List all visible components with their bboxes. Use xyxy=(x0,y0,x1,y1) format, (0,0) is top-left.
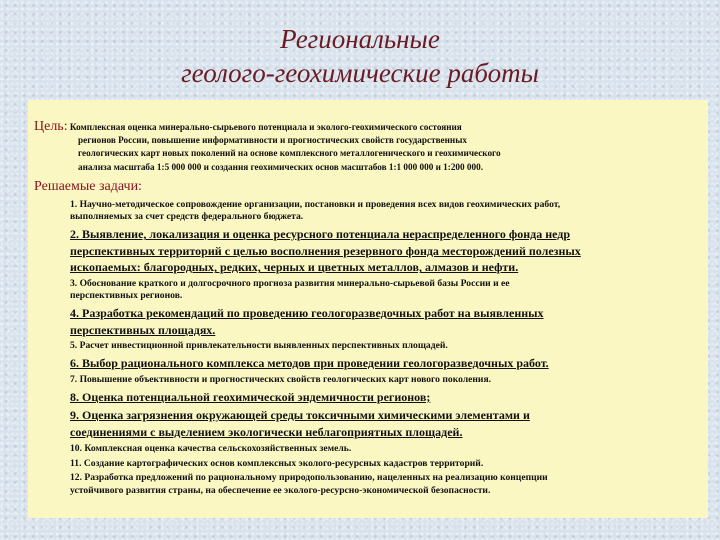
task-12-line-2: устойчивого развития страны, на обеспечение ее эколого-ресурсно-экономической безопасности. xyxy=(70,484,491,496)
task-1-line-2: выполняемых за счет средств федерального бюджета. xyxy=(70,211,304,223)
task-item-7 xyxy=(34,374,702,386)
task-item-1 xyxy=(34,199,702,224)
task-item-11 xyxy=(34,458,702,470)
task-item-8 xyxy=(34,389,702,406)
task-item-6 xyxy=(34,355,702,372)
goal-label: Цель: xyxy=(34,119,68,134)
task-item-12 xyxy=(34,472,702,497)
task-2-line-3: ископаемых: благородных, редких, черных и цветных металлов, алмазов и нефти. xyxy=(70,260,519,275)
goal-first-line xyxy=(34,120,702,134)
task-11-line-1: 11. Создание картографических основ комплексных эколого-ресурсных кадастров территорий. xyxy=(70,457,484,469)
task-3-line-1: 3. Обоснование краткого и долгосрочного прогноза развития минерально-сырьевой базы России и ее xyxy=(70,277,510,289)
task-item-5 xyxy=(34,340,702,352)
goal-text-line-1: Комплексная оценка минерально-сырьевого потенциала и эколого-геохимического состояния xyxy=(69,122,462,132)
tasks-list xyxy=(34,199,702,497)
title-line-1: Региональные xyxy=(280,24,440,54)
task-9-line-1: 9. Оценка загрязнения окружающей среды токсичными химическими элементами и xyxy=(70,408,530,423)
tasks-label: Решаемые задачи: xyxy=(34,178,142,194)
task-8-line-1: 8. Оценка потенциальной геохимической эндемичности регионов; xyxy=(70,389,431,404)
goal-block xyxy=(34,120,702,174)
task-9-line-2: соединениями с выделением экологически неблагоприятных площадей. xyxy=(70,425,463,439)
task-7-line-1: 7. Повышение объективности и прогностических свойств геологических карт нового поколения. xyxy=(70,373,492,385)
slide-title xyxy=(0,22,720,90)
task-item-9 xyxy=(34,407,702,440)
task-3-line-2: перспективных регионов. xyxy=(70,290,183,302)
task-2-line-2: перспективных территорий с целью восполнения резервного фонда месторождений полезных xyxy=(70,243,581,258)
task-2-line-1: 2. Выявление, локализация и оценка ресурсного потенциала нераспределенного фонда недр xyxy=(70,227,571,242)
task-4-line-1: 4. Разработка рекомендаций по проведению геологоразведочных работ на выявленных xyxy=(70,306,544,321)
goal-text-line-2: регионов России, повышение информативности и прогностических свойств государственных xyxy=(78,135,467,146)
content-panel xyxy=(28,100,708,518)
task-item-4 xyxy=(34,305,702,338)
task-10-line-1: 10. Комплексная оценка качества сельскохозяйственных земель. xyxy=(70,442,352,454)
task-5-line-1: 5. Расчет инвестиционной привлекательности выявленных перспективных площадей. xyxy=(70,340,448,352)
goal-text-line-4: анализа масштаба 1:5 000 000 и создания геохимических основ масштабов 1:1 000 000 и 1:200 000. xyxy=(78,161,483,172)
task-item-2 xyxy=(34,226,702,276)
task-1-line-1: 1. Научно-методическое сопровождение организации, постановки и проведения всех видов геохимических работ, xyxy=(70,198,561,210)
goal-text-line-3: геологических карт новых поколений на основе комплексного металлогенического и геохимического xyxy=(78,148,501,159)
task-6-line-1: 6. Выбор рационального комплекса методов при проведении геологоразведочных работ. xyxy=(70,356,549,371)
title-line-2: геолого-геохимические работы xyxy=(181,58,539,88)
task-4-line-2: перспективных площадях. xyxy=(70,322,216,337)
task-12-line-1: 12. Разработка предложений по рациональному природопользованию, нацеленных на реализацию концепции xyxy=(70,472,548,484)
task-item-3 xyxy=(34,278,702,303)
task-item-10 xyxy=(34,443,702,455)
